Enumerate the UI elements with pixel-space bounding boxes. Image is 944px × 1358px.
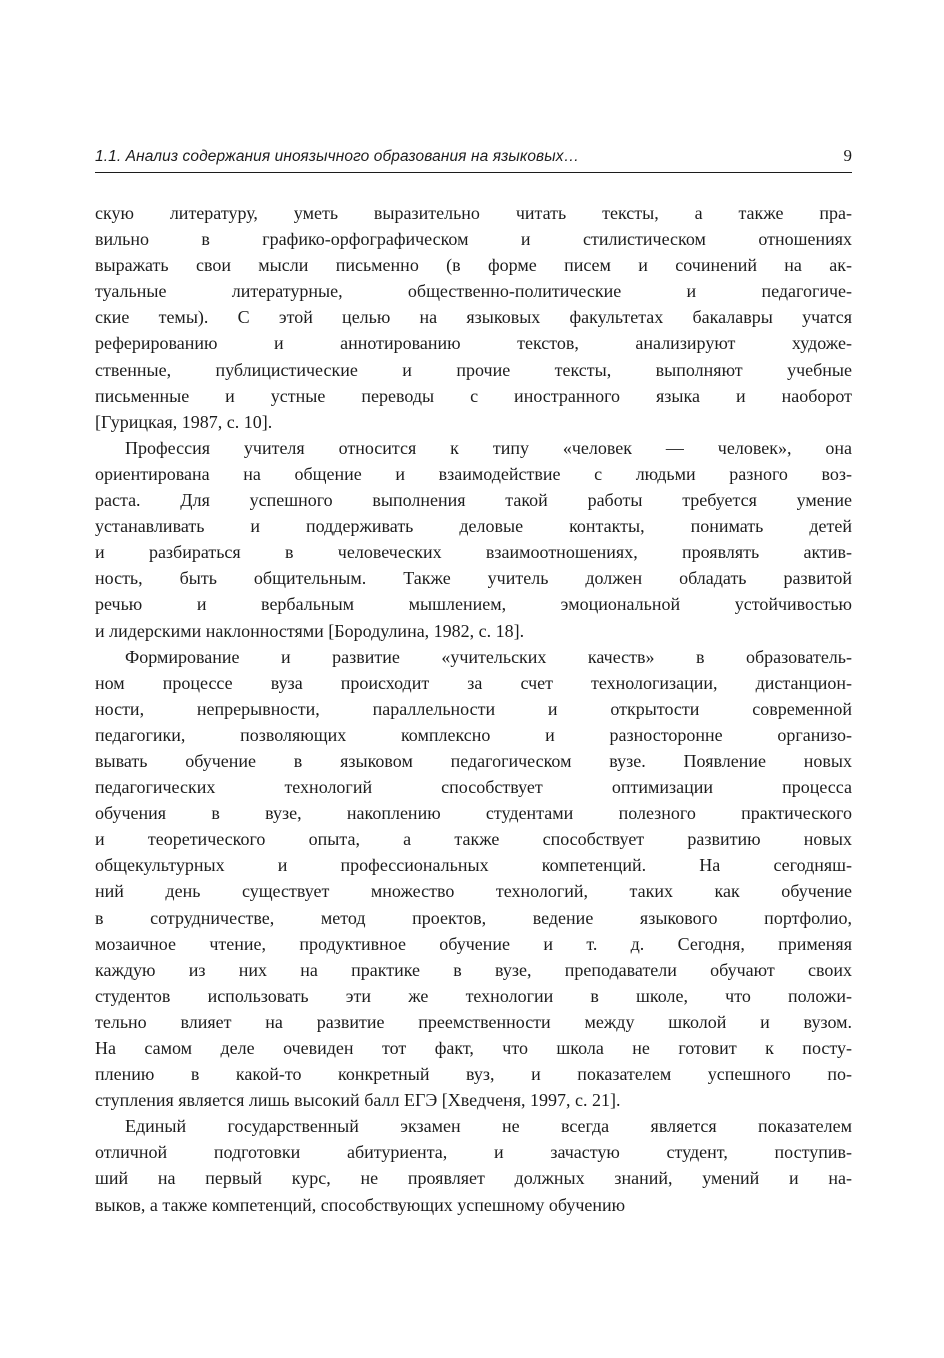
text-line: ориентирована на общение и взаимодействие с людьми разного воз-	[95, 463, 852, 484]
text-line: мозаичное чтение, продуктивное обучение и т. д. Сегодня, применяя	[95, 933, 852, 954]
text-line: в сотрудничестве, метод проектов, ведение языкового портфолио,	[95, 907, 852, 928]
page-header	[95, 146, 852, 166]
paragraph	[95, 644, 852, 1114]
text-line: вильно в графико-орфографическом и стилистическом отношениях	[95, 229, 852, 250]
text-line: ности, непрерывности, параллельности и открытости современной	[95, 698, 852, 719]
text-line: ший на первый курс, не проявляет должных знаний, умений и на-	[95, 1168, 852, 1189]
paragraph	[95, 435, 852, 644]
text-line: [Гурицкая, 1987, с. 10].	[95, 411, 273, 432]
text-line: тельно влияет на развитие преемственности между школой и вузом.	[95, 1011, 852, 1032]
body-text	[95, 200, 852, 1218]
text-line: и теоретического опыта, а также способствует развитию новых	[95, 829, 852, 850]
text-line: вывать обучение в языковом педагогическом вузе. Появление новых	[95, 750, 852, 771]
text-line: педагогики, позволяющих комплексно и разносторонне организо-	[95, 724, 852, 745]
text-line: устанавливать и поддерживать деловые контакты, понимать детей	[95, 516, 852, 537]
text-line: студентов использовать эти же технологии в школе, что положи-	[95, 985, 852, 1006]
text-line: ний день существует множество технологий, таких как обучение	[95, 881, 852, 902]
text-line: общекультурных и профессиональных компетенций. На сегодняш-	[95, 855, 852, 876]
text-line: ность, быть общительным. Также учитель должен обладать развитой	[95, 568, 852, 589]
paragraph	[95, 1113, 852, 1217]
text-line: выков, а также компетенций, способствующих успешному обучению	[95, 1194, 626, 1215]
text-line: обучения в вузе, накоплению студентами полезного практического	[95, 803, 852, 824]
text-line: плению в какой-то конкретный вуз, и показателем успешного по-	[95, 1064, 852, 1085]
text-line: Формирование и развитие «учительских качеств» в образователь-	[125, 646, 852, 667]
text-line: выражать свои мысли письменно (в форме писем и сочинений на ак-	[95, 255, 852, 276]
text-line: ступления является лишь высокий балл ЕГЭ [Хведченя, 1997, с. 21].	[95, 1090, 621, 1111]
text-line: Профессия учителя относится к типу «человек — человек», она	[125, 437, 852, 458]
page-number: 9	[843, 146, 852, 165]
text-line: и лидерскими наклонностями [Бородулина, 1982, с. 18].	[95, 620, 525, 641]
text-line: раста. Для успешного выполнения такой работы требуется умение	[95, 490, 852, 511]
text-line: скую литературу, уметь выразительно читать тексты, а также пра-	[95, 203, 852, 223]
text-line: педагогических технологий способствует оптимизации процесса	[95, 777, 852, 798]
text-line: На самом деле очевиден тот факт, что школа не готовит к посту-	[95, 1038, 852, 1058]
text-line: письменные и устные переводы с иностранного языка и наоборот	[95, 385, 852, 406]
header-divider	[95, 172, 852, 173]
text-line: каждую из них на практике в вузе, преподаватели обучают своих	[95, 959, 852, 980]
text-line: реферированию и аннотированию текстов, анализируют художе-	[95, 333, 852, 354]
text-line: Единый государственный экзамен не всегда является показателем	[125, 1116, 852, 1137]
text-line: ном процессе вуза происходит за счет технологизации, дистанцион-	[95, 672, 852, 693]
text-line: речью и вербальным мышлением, эмоциональной устойчивостью	[95, 594, 852, 615]
running-title: 1.1. Анализ содержания иноязычного образования на языковых…	[95, 148, 580, 165]
text-line: ственные, публицистические и прочие тексты, выполняют учебные	[95, 359, 852, 380]
text-line: ские темы). С этой целью на языковых факультетах бакалавры учатся	[95, 307, 852, 328]
text-line: отличной подготовки абитуриента, и зачастую студент, поступив-	[95, 1142, 852, 1163]
paragraph	[95, 200, 852, 435]
text-line: туальные литературные, общественно-политические и педагогиче-	[95, 281, 852, 302]
text-line: и разбираться в человеческих взаимоотношениях, проявлять актив-	[95, 542, 852, 563]
